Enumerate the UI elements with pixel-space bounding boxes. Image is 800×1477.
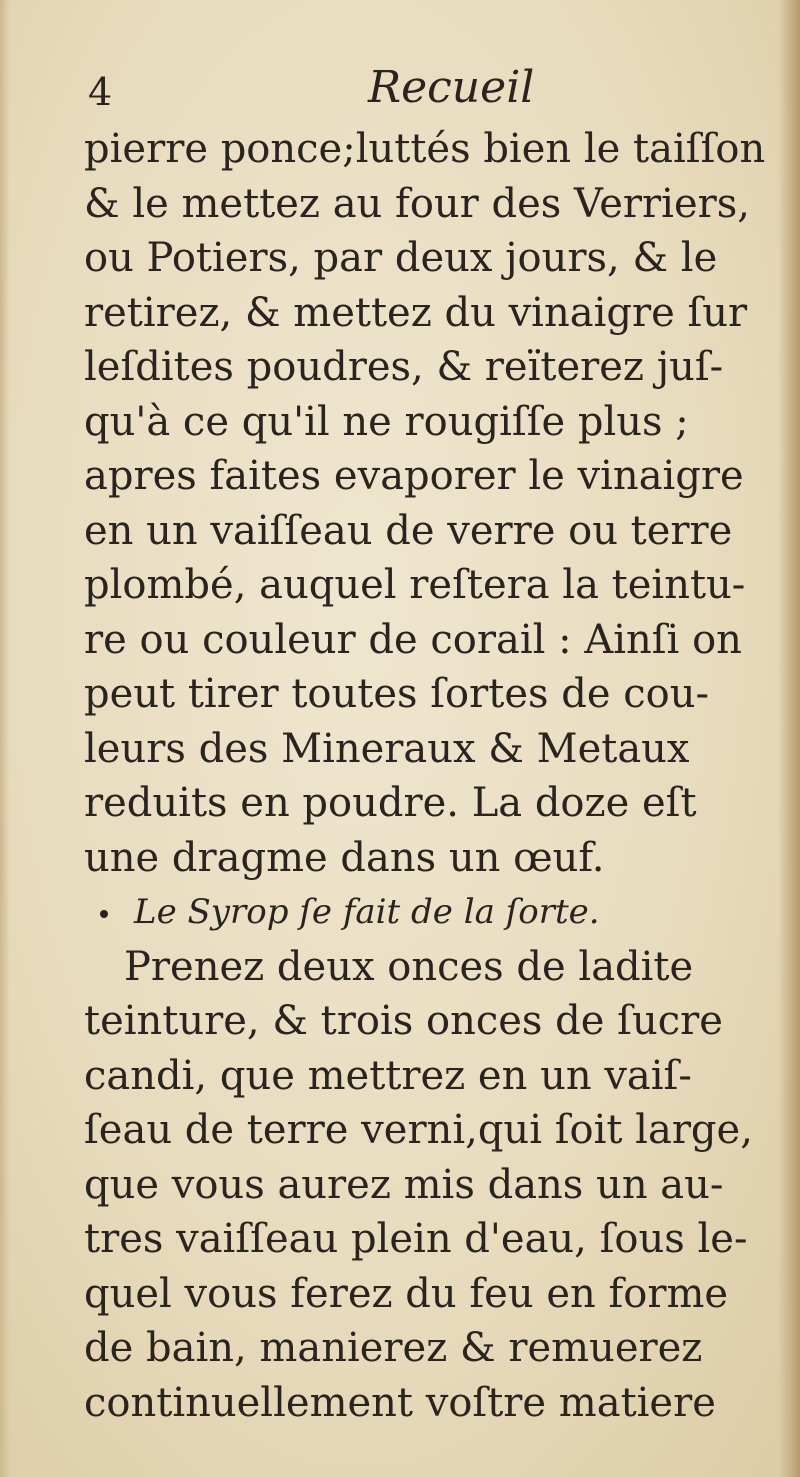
text-line: Prenez deux onces de ladite [124, 943, 694, 990]
section-title: Le Syrop ſe fait de la ſorte. [134, 892, 600, 932]
text-line: que vous aurez mis dans un au- [84, 1161, 724, 1208]
text-line: teinture, & trois onces de ſucre [84, 998, 723, 1044]
text-line: reduits en poudre. La doze eſt [84, 780, 697, 826]
bullet-ornament-icon [100, 910, 108, 918]
page-right-edge [778, 0, 800, 1477]
text-line: leurs des Mineraux & Metaux [84, 725, 690, 772]
running-head: Recueil [368, 62, 535, 113]
text-line: tres vaiſſeau plein d'eau, ſous le- [84, 1216, 748, 1262]
text-line: & le mettez au four des Verriers, [84, 180, 750, 227]
text-line: leſdites poudres, & reïterez juſ- [84, 344, 724, 390]
body-text [84, 122, 774, 1430]
text-line: de bain, manierez & remuerez [84, 1325, 703, 1371]
text-line: apres faites evaporer le vinaigre [84, 453, 744, 499]
text-line: en un vaiſſeau de verre ou terre [84, 507, 733, 554]
text-line: quel vous ferez du feu en forme [84, 1270, 729, 1317]
text-line: plombé, auquel reſtera la teintu- [84, 562, 746, 608]
text-line: ou Potiers, par deux jours, & le [84, 235, 718, 281]
text-line: ſeau de terre verni,qui ſoit large, [84, 1107, 753, 1153]
page-number: 4 [88, 70, 113, 114]
text-line: continuellement voſtre matiere [84, 1379, 716, 1426]
page-left-edge [0, 0, 10, 1477]
text-line: re ou couleur de corail : Ainſi on [84, 616, 742, 663]
page-header [88, 62, 748, 122]
section-title-line [84, 885, 774, 940]
text-line: candi, que mettrez en un vaiſ- [84, 1052, 692, 1099]
text-line: pierre ponce;luttés bien le taiſſon [84, 126, 766, 172]
text-line: peut tirer toutes ſortes de cou- [84, 671, 709, 717]
text-line: retirez, & mettez du vinaigre ſur [84, 289, 748, 336]
text-line: qu'à ce qu'il ne rougiſſe plus ; [84, 398, 689, 445]
text-line: une dragme dans un œuf. [84, 834, 605, 881]
